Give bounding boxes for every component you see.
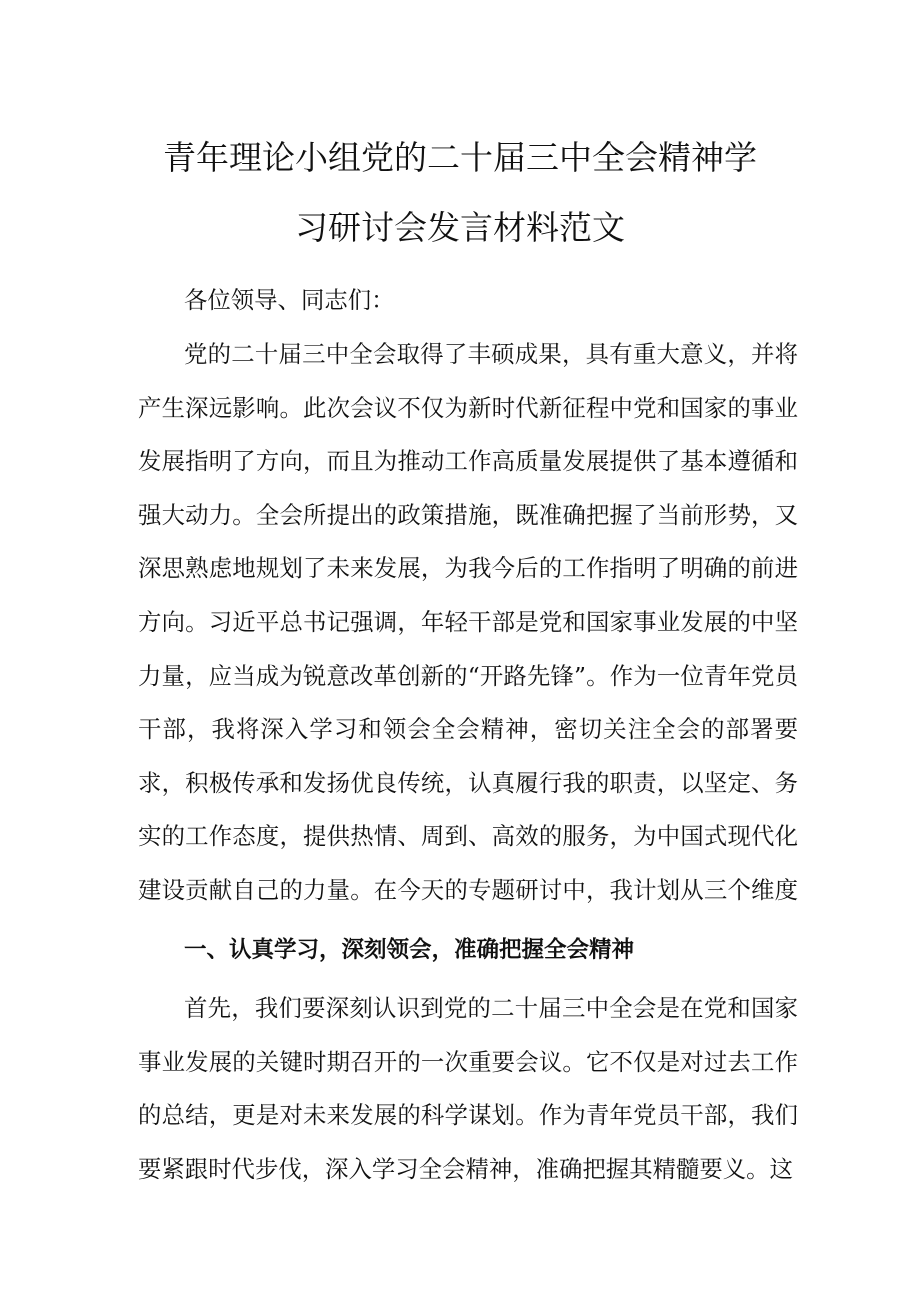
document-title-line-1: 青年理论小组党的二十届三中全会精神学 bbox=[163, 138, 757, 177]
paragraph-opening: 党的二十届三中全会取得了丰硕成果，具有重大意义，并将产生深远影响。此次会议不仅为新时代新征程中党和国家的事业发展指明了方向，而且为推动工作高质量发展提供了基本遵循和强大动力。全会所提出的政策措施，既准确把握了当前形势，又深思熟虑地规划了未来发展，为我今后的工作指明了明确的前进方向。习近平总书记强调，年轻干部是党和国家事业发展的中坚力量，应当成为锐意改革创新的“开路先锋”。作为一位青年党员干部，我将深入学习和领会全会精神，密切关注全会的部署要求，积极传承和发扬优良传统，认真履行我的职责，以坚定、务实的工作态度，提供热情、周到、高效的服务，为中国式现代化建设贡献自己的力量。在今天的专题研讨中，我计划从三个维度 bbox=[138, 340, 798, 904]
document-title-line-2: 习研讨会发言材料范文 bbox=[295, 208, 625, 247]
salutation: 各位领导、同志们： bbox=[184, 286, 395, 314]
section-heading-1: 一、认真学习，深刻领会，准确把握全会精神 bbox=[184, 937, 635, 963]
paragraph-section-1: 首先，我们要深刻认识到党的二十届三中全会是在党和国家事业发展的关键时期召开的一次重要会议。它不仅是对过去工作的总结，更是对未来发展的科学谋划。作为青年党员干部，我们要紧跟时代步伐，深入学习全会精神，准确把握其精髓要义。这 bbox=[138, 994, 798, 1183]
